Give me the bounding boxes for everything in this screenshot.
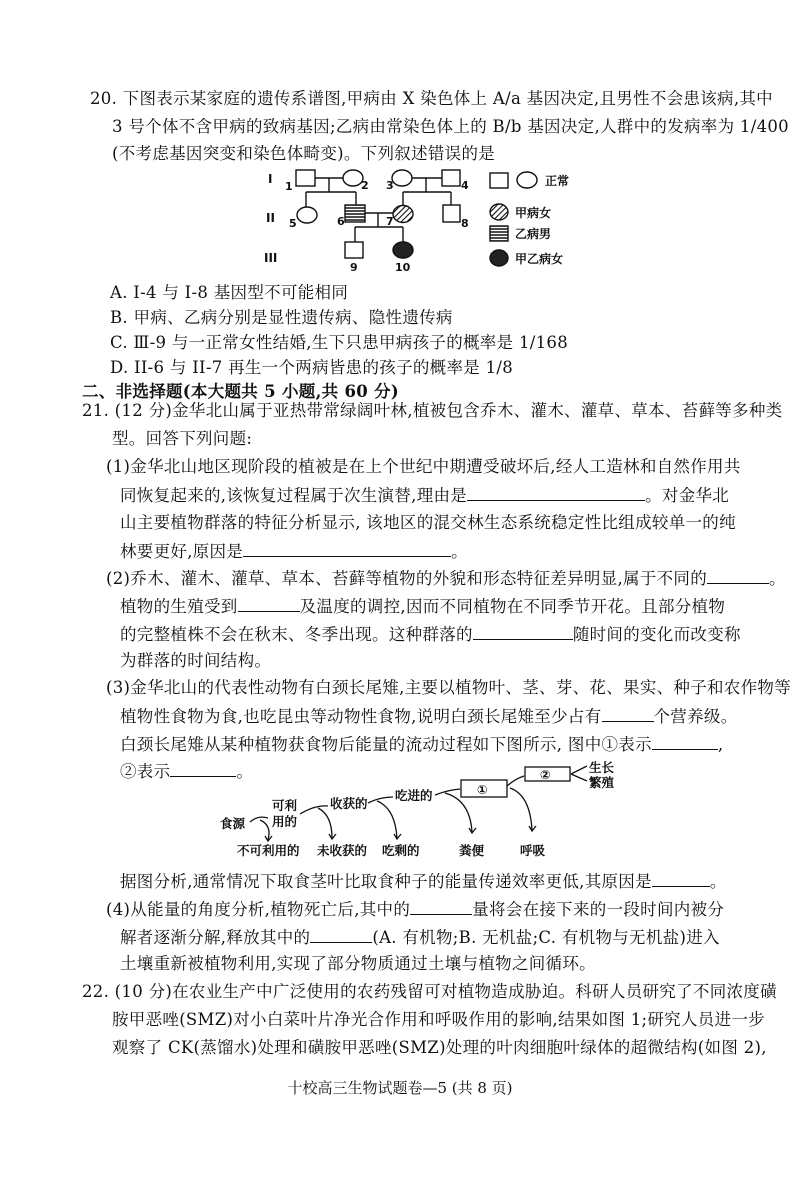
q21-p2-line-1 xyxy=(106,567,786,590)
answer-blank[interactable] xyxy=(602,705,654,722)
text: 随时间的变化而改变称 xyxy=(572,625,741,644)
answer-blank[interactable] xyxy=(467,484,645,501)
individual-6-male-disease-b xyxy=(345,205,365,222)
legend-disease-b-label: 乙病男 xyxy=(515,227,552,241)
q21-p3-line-2 xyxy=(120,705,738,728)
text: 同恢复起来的,该恢复过程属于次生演替,理由是 xyxy=(120,486,468,505)
branch-growth-reproduction xyxy=(571,766,587,781)
individual-3-female-normal xyxy=(392,170,412,186)
label-food-source: 食源 xyxy=(220,816,246,831)
label-3: 3 xyxy=(386,179,394,192)
text: 的完整植株不会在秋末、冬季出现。这种群落的 xyxy=(120,625,473,644)
q21-p3-line-1: (3)金华北山的代表性动物有白颈长尾雉,主要以植物叶、茎、芽、花、果实、种子和农作物等 xyxy=(106,678,792,697)
q21-p3-line-4 xyxy=(120,760,253,783)
label-leftover: 吃剩的 xyxy=(382,843,420,858)
answer-blank[interactable] xyxy=(473,623,573,640)
legend-square-normal xyxy=(490,173,508,188)
text: 。 xyxy=(709,872,727,891)
q22-stem-line-1: 22. (10 分)在农业生产中广泛使用的农药残留可对植物造成胁迫。科研人员研究了不同浓度磺 xyxy=(82,982,777,1001)
energy-flow-labels xyxy=(220,760,615,858)
label-harvested: 收获的 xyxy=(330,796,368,811)
arrow-to-unusable xyxy=(260,820,269,840)
text: (2)乔木、灌木、灌草、草本、苔藓等植物的外貌和形态特征差异明显,属于不同的 xyxy=(106,569,708,588)
arrow-source-usable xyxy=(250,817,268,822)
text: 。对金华北 xyxy=(645,486,730,505)
text: 据图分析,通常情况下取食茎叶比取食种子的能量传递效率更低,其原因是 xyxy=(120,872,652,891)
gen-label-iii: III xyxy=(264,251,278,265)
q20-option-d: D. II-6 与 II-7 再生一个两病皆患的孩子的概率是 1/8 xyxy=(110,358,514,377)
label-usable-2: 用的 xyxy=(272,814,298,829)
label-eaten: 吃进的 xyxy=(395,788,433,803)
q21-stem-line-1: 21. (12 分)金华北山属于亚热带常绿阔叶林,植被包含乔木、灌木、灌草、草本、苔藓等多种类 xyxy=(82,401,783,420)
label-growth: 生长 xyxy=(589,760,615,775)
text: 量将会在接下来的一段时间内被分 xyxy=(472,900,725,919)
label-box-1: ① xyxy=(477,782,488,797)
q21-stem-line-2: 型。回答下列问题: xyxy=(112,429,253,448)
individual-1-male-normal xyxy=(296,170,315,186)
text: (4)从能量的角度分析,植物死亡后,其中的 xyxy=(106,900,411,919)
q21-p2-line-3 xyxy=(120,623,741,646)
individual-8-male-normal xyxy=(443,205,460,222)
q21-p1-line-4 xyxy=(120,540,468,563)
q21-p2-line-4: 为群落的时间结构。 xyxy=(120,651,272,670)
q20-option-a: A. I-4 与 I-8 基因型不可能相同 xyxy=(110,283,349,302)
q22-stem-line-3: 观察了 CK(蒸馏水)处理和磺胺甲恶唑(SMZ)处理的叶肉细胞叶绿体的超微结构(如图 2), xyxy=(112,1038,767,1057)
energy-flow-diagram xyxy=(250,766,587,841)
answer-blank[interactable] xyxy=(243,540,451,557)
q21-p1-line-3: 山主要植物群落的特征分析显示, 该地区的混交林生态系统稳定性比组成较单一的纯 xyxy=(120,513,736,532)
label-feces: 粪便 xyxy=(459,843,485,858)
text: 解者逐渐分解,释放其中的 xyxy=(120,928,311,947)
q21-p2-line-2 xyxy=(120,595,725,618)
text: (A. 有机物;B. 无机盐;C. 有机物与无机盐)进入 xyxy=(372,928,720,947)
q21-p4-line-3: 土壤重新被植物利用,实现了部分物质通过土壤与植物之间循环。 xyxy=(120,954,596,973)
arrow-to-feces xyxy=(445,793,472,832)
individual-9-male-normal xyxy=(345,242,363,258)
individual-2-female-normal xyxy=(343,170,363,186)
label-box-2: ② xyxy=(540,767,551,782)
label-10: 10 xyxy=(395,261,411,274)
q20-option-c: C. Ⅲ-9 与一正常女性结婚,生下只患甲病孩子的概率是 1/168 xyxy=(110,333,568,352)
q20-stem-line-2: 3 号个体不含甲病的致病基因;乙病由常染色体上的 B/b 基因决定,人群中的发病率为 1/400 xyxy=(112,117,789,136)
individual-4-male-normal xyxy=(442,170,460,186)
page-footer: 十校高三生物试题卷—5 (共 8 页) xyxy=(287,1079,513,1097)
label-5: 5 xyxy=(289,217,297,230)
label-unusable: 不可利用的 xyxy=(237,843,300,858)
pedigree-chart xyxy=(296,170,537,266)
label-respiration: 呼吸 xyxy=(520,843,546,858)
q20-stem-line-1: 20. 下图表示某家庭的遗传系谱图,甲病由 X 染色体上 A/a 基因决定,且男性不会患该病,其中 xyxy=(90,89,773,108)
q20-stem-line-3: (不考虑基因突变和染色体畸变)。下列叙述错误的是 xyxy=(112,144,496,163)
text: 。 xyxy=(451,542,468,561)
arrowheads xyxy=(265,826,536,841)
answer-blank[interactable] xyxy=(652,733,718,750)
label-6: 6 xyxy=(337,215,345,228)
text: 。 xyxy=(769,569,786,588)
answer-blank[interactable] xyxy=(652,870,710,887)
text: 植物的生殖受到 xyxy=(120,597,238,616)
text: ②表示 xyxy=(120,762,171,781)
answer-blank[interactable] xyxy=(170,760,236,777)
legend-disease-a-female xyxy=(490,204,508,220)
q21-p4-line-1 xyxy=(106,898,724,921)
section-2-heading: 二、非选择题(本大题共 5 小题,共 60 分) xyxy=(82,382,399,401)
label-7: 7 xyxy=(386,215,394,228)
arrow-to-respiration xyxy=(510,788,532,830)
arrow-box1-box2 xyxy=(507,776,524,786)
q21-p3-line-5 xyxy=(120,870,727,893)
legend-circle-normal xyxy=(517,172,537,188)
gen-label-i: I xyxy=(268,172,273,186)
label-9: 9 xyxy=(350,261,358,274)
text: 植物性食物为食,也吃昆虫等动物性食物,说明白颈长尾雉至少占有 xyxy=(120,707,602,726)
individual-7-female-disease-a xyxy=(393,206,413,223)
text: 白颈长尾雉从某种植物获食物后能量的流动过程如下图所示, 图中①表示 xyxy=(120,735,652,754)
answer-blank[interactable] xyxy=(410,898,472,915)
answer-blank[interactable] xyxy=(238,595,300,612)
label-reproduction: 繁殖 xyxy=(589,775,615,790)
legend-both-label: 甲乙病女 xyxy=(515,252,564,266)
arrow-to-leftover xyxy=(377,801,397,838)
q21-p1-line-2 xyxy=(120,484,729,507)
answer-blank[interactable] xyxy=(707,567,769,584)
legend-normal: 正常 xyxy=(545,174,570,188)
legend-disease-a-label: 甲病女 xyxy=(515,206,552,220)
individual-10-female-both-diseases xyxy=(393,242,413,258)
text: 个营养级。 xyxy=(653,707,738,726)
label-1: 1 xyxy=(285,180,293,193)
text: 及温度的调控,因而不同植物在不同季节开花。且部分植物 xyxy=(299,597,726,616)
label-4: 4 xyxy=(461,179,469,192)
q20-option-b: B. 甲病、乙病分别是显性遗传病、隐性遗传病 xyxy=(110,308,453,327)
legend-disease-b-male xyxy=(490,226,508,241)
text: , xyxy=(717,735,724,754)
answer-blank[interactable] xyxy=(310,926,372,943)
individual-5-female-normal xyxy=(297,207,317,223)
arrow-to-unharvested xyxy=(318,808,332,838)
label-usable-1: 可利 xyxy=(272,798,298,813)
q21-p3-line-3 xyxy=(120,733,723,756)
q21-p4-line-2 xyxy=(120,926,720,949)
text: 林要更好,原因是 xyxy=(120,542,244,561)
label-unharvested: 未收获的 xyxy=(317,843,368,858)
legend-both-diseases-female xyxy=(490,250,508,266)
q21-p1-line-1: (1)金华北山地区现阶段的植被是在上个世纪中期遭受破坏后,经人工造林和自然作用共 xyxy=(106,457,741,476)
gen-label-ii: II xyxy=(266,211,275,225)
label-8: 8 xyxy=(461,217,469,230)
text: 。 xyxy=(236,762,254,781)
label-2: 2 xyxy=(361,179,369,192)
q22-stem-line-2: 胺甲恶唑(SMZ)对小白菜叶片净光合作用和呼吸作用的影响,结果如图 1;研究人员进一步 xyxy=(112,1010,765,1029)
